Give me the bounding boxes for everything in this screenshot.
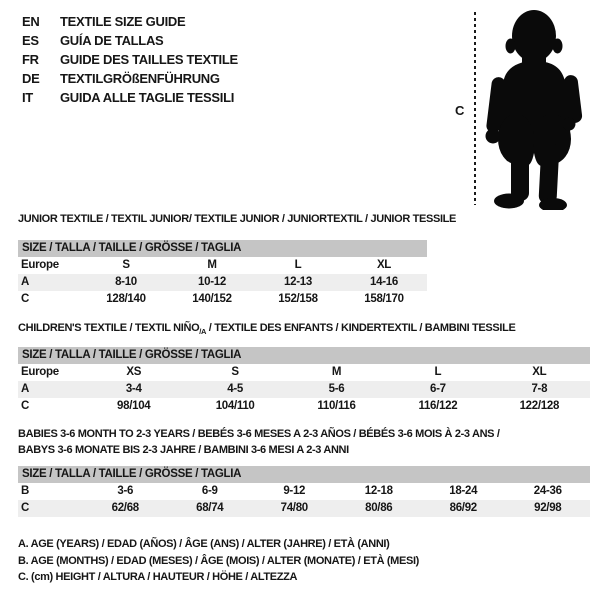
value-cell: 158/170 bbox=[364, 293, 404, 305]
legend-line-c: C. (cm) HEIGHT / ALTURA / HAUTEUR / HÖHE / ALTEZZA bbox=[18, 571, 298, 583]
table-row-c bbox=[18, 291, 427, 308]
table-row-a bbox=[18, 381, 590, 398]
measurement-legend bbox=[18, 536, 419, 586]
title-part: CHILDREN'S TEXTILE / TEXTIL NIÑO bbox=[18, 322, 200, 334]
value-cell: 18-24 bbox=[449, 485, 478, 497]
size-cell: XL bbox=[532, 366, 547, 378]
table-row-europe bbox=[18, 257, 427, 274]
row-label: A bbox=[21, 383, 30, 395]
value-cell: 128/140 bbox=[106, 293, 146, 305]
lang-row-es bbox=[22, 31, 238, 50]
lang-row-de bbox=[22, 69, 238, 88]
lang-label: GUIDA ALLE TAGLIE TESSILI bbox=[60, 90, 235, 105]
junior-size-table bbox=[18, 240, 427, 308]
value-cell: 98/104 bbox=[117, 400, 151, 412]
table-row-b bbox=[18, 483, 590, 500]
lang-code: EN bbox=[22, 14, 40, 29]
lang-label: GUIDE DES TAILLES TEXTILE bbox=[60, 52, 238, 67]
babies-section-title bbox=[18, 426, 500, 458]
lang-row-fr bbox=[22, 50, 238, 69]
value-cell: 9-12 bbox=[283, 485, 306, 497]
childrens-section-title bbox=[18, 320, 515, 340]
value-cell: 92/98 bbox=[534, 502, 562, 514]
lang-label: TEXTILE SIZE GUIDE bbox=[60, 14, 186, 29]
value-cell: 86/92 bbox=[449, 502, 477, 514]
value-cell: 80/86 bbox=[365, 502, 393, 514]
size-cell: M bbox=[331, 366, 342, 378]
table-row-c bbox=[18, 398, 590, 415]
value-cell: 6-7 bbox=[430, 383, 446, 395]
size-header-bar: SIZE / TALLA / TAILLE / GRÖSSE / TAGLIA bbox=[18, 240, 427, 257]
size-cell: XL bbox=[376, 259, 392, 271]
size-header-bar: SIZE / TALLA / TAILLE / GRÖSSE / TAGLIA bbox=[18, 466, 590, 483]
value-cell: 10-12 bbox=[198, 276, 226, 288]
size-cell: XS bbox=[126, 366, 142, 378]
value-cell: 152/158 bbox=[278, 293, 318, 305]
lang-row-it bbox=[22, 88, 238, 107]
value-cell: 3-4 bbox=[125, 383, 142, 395]
lang-code: FR bbox=[22, 52, 39, 67]
value-cell: 122/128 bbox=[519, 400, 560, 412]
value-cell: 110/116 bbox=[317, 400, 356, 412]
junior-section-title: JUNIOR TEXTILE / TEXTIL JUNIOR/ TEXTILE JUNIOR / JUNIORTEXTIL / JUNIOR TESSILE bbox=[18, 213, 457, 225]
height-measure-label: C bbox=[455, 103, 465, 118]
babies-title-line2: BABYS 3-6 MONATE BIS 2-3 JAHRE / BAMBINI 3-6 MESI A 2-3 ANNI bbox=[18, 444, 349, 456]
title-subscript: /A bbox=[199, 327, 207, 337]
size-cell: L bbox=[434, 366, 442, 378]
value-cell: 7-8 bbox=[531, 383, 548, 395]
lang-label: GUÍA DE TALLAS bbox=[60, 33, 164, 48]
legend-line-b: B. AGE (MONTHS) / EDAD (MESES) / ÂGE (MOIS) / ALTER (MONATE) / ETÀ (MESI) bbox=[18, 554, 419, 567]
table-row-c bbox=[18, 500, 590, 517]
height-measure-line bbox=[474, 12, 476, 205]
lang-code: DE bbox=[22, 71, 40, 86]
value-cell: 104/110 bbox=[215, 400, 255, 412]
size-header-bar: SIZE / TALLA / TAILLE / GRÖSSE / TAGLIA bbox=[18, 347, 590, 364]
childrens-size-table bbox=[18, 347, 590, 415]
value-cell: 62/68 bbox=[111, 502, 139, 514]
size-cell: M bbox=[207, 259, 217, 271]
value-cell: 68/74 bbox=[196, 502, 224, 514]
row-label: B bbox=[21, 485, 30, 497]
value-cell: 5-6 bbox=[328, 383, 345, 395]
row-label: Europe bbox=[21, 259, 59, 271]
size-cell: S bbox=[231, 366, 239, 378]
table-row-a bbox=[18, 274, 427, 291]
value-cell: 74/80 bbox=[280, 502, 308, 514]
lang-label: TEXTILGRÖßENFÜHRUNG bbox=[60, 71, 220, 86]
value-cell: 4-5 bbox=[227, 383, 243, 395]
row-label: C bbox=[21, 400, 30, 412]
value-cell: 3-6 bbox=[117, 485, 134, 497]
language-title-block bbox=[22, 12, 238, 107]
value-cell: 116/122 bbox=[418, 400, 458, 412]
value-cell: 14-16 bbox=[370, 276, 398, 288]
babies-title-line1: BABIES 3-6 MONTH TO 2-3 YEARS / BEBÉS 3-6 MESES A 2-3 AÑOS / BÉBÉS 3-6 MOIS À 2-3 ANS / bbox=[18, 428, 500, 440]
value-cell: 6-9 bbox=[201, 485, 218, 497]
value-cell: 8-10 bbox=[115, 276, 137, 288]
lang-row-en bbox=[22, 12, 238, 31]
row-label: C bbox=[21, 502, 30, 514]
value-cell: 12-18 bbox=[364, 485, 393, 497]
row-label: Europe bbox=[21, 366, 59, 378]
babies-size-table bbox=[18, 466, 590, 517]
value-cell: 12-13 bbox=[284, 276, 312, 288]
value-cell: 24-36 bbox=[533, 485, 562, 497]
row-label: A bbox=[21, 276, 30, 288]
size-cell: S bbox=[122, 259, 130, 271]
table-row-europe bbox=[18, 364, 590, 381]
row-label: C bbox=[21, 293, 30, 305]
legend-line-a: A. AGE (YEARS) / EDAD (AÑOS) / ÂGE (ANS) / ALTER (JAHRE) / ETÀ (ANNI) bbox=[18, 538, 390, 550]
lang-code: ES bbox=[22, 33, 39, 48]
baby-silhouette bbox=[480, 5, 600, 210]
size-cell: L bbox=[294, 259, 302, 271]
lang-code: IT bbox=[22, 90, 33, 105]
value-cell: 140/152 bbox=[192, 293, 232, 305]
title-part: / TEXTILE DES ENFANTS / KINDERTEXTIL / BAMBINI TESSILE bbox=[206, 322, 516, 334]
